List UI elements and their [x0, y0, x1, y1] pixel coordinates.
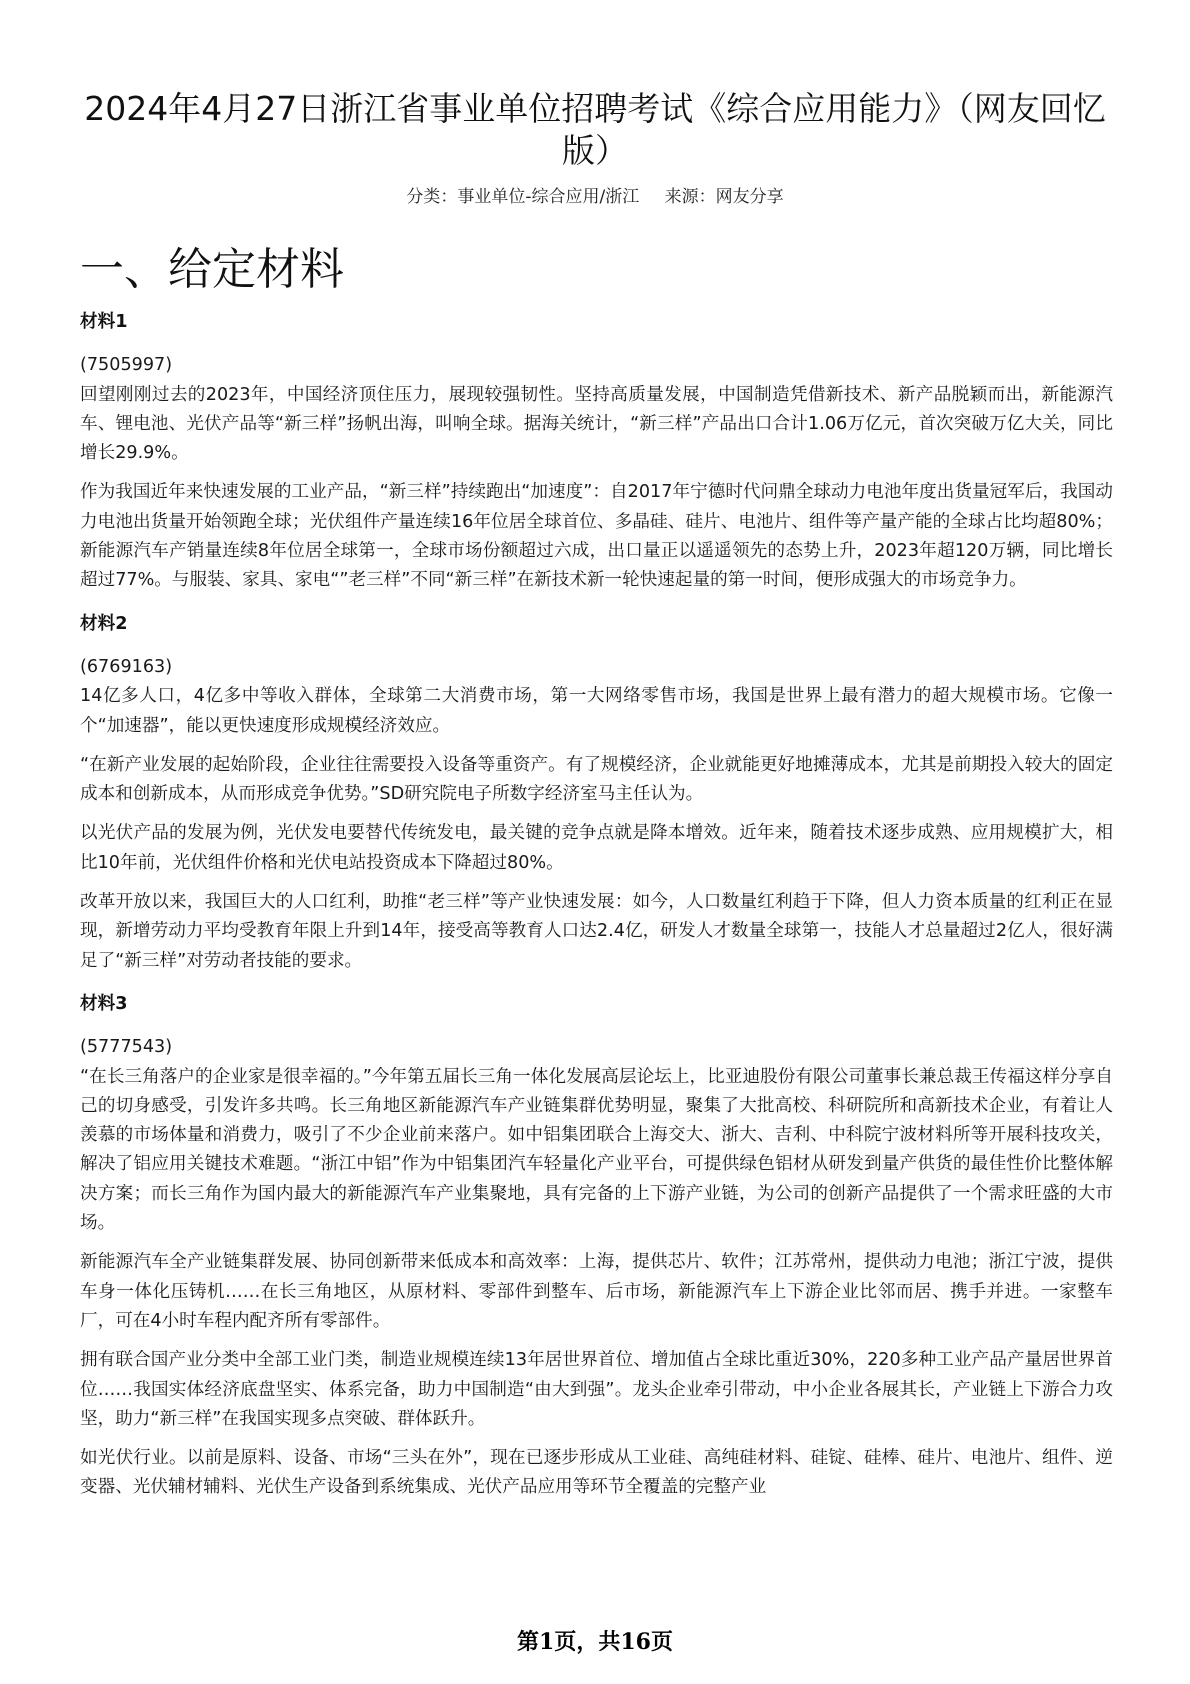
material-paragraph: 14亿多人口，4亿多中等收入群体，全球第二大消费市场，第一大网络零售市场，我国是世界上最有潜力的超大规模市场。它像一个“加速器”，能以更快速度形成规模经济效应。 [80, 686, 1113, 736]
material-paragraph: 拥有联合国产业分类中全部工业门类，制造业规模连续13年居世界首位、增加值占全球比重近30%，220多种工业产品产量居世界首位……我国实体经济底盘坚实、体系完备，助力中国制造“由大到强”。龙头企业牵引带动，中小企业各展其长，产业链上下游合力攻坚，助力“新三样”在我国实现多点突破、群体跃升。 [80, 1350, 1113, 1429]
material-1 [80, 308, 1113, 596]
material-3 [80, 990, 1113, 1503]
material-label: 材料1 [80, 312, 128, 332]
material-paragraph: 以光伏产品的发展为例，光伏发电要替代传统发电，最关键的竞争点就是降本增效。近年来，随着技术逐步成熟、应用规模扩大，相比10年前，光伏组件价格和光伏电站投资成本下降超过80%。 [80, 823, 1113, 873]
material-paragraph: 如光伏行业。以前是原料、设备、市场“三头在外”，现在已逐步形成从工业硅、高纯硅材料、硅锭、硅棒、硅片、电池片、组件、逆变器、光伏辅材辅料、光伏生产设备到系统集成、光伏产品应用等环节全覆盖的完整产业 [80, 1448, 1113, 1498]
material-label: 材料2 [80, 613, 128, 634]
material-id: (6769163) [80, 656, 173, 677]
material-2 [80, 610, 1113, 976]
document-meta [80, 186, 1110, 208]
materials-content [80, 308, 1113, 1503]
material-paragraph: 新能源汽车全产业链集群发展、协同创新带来低成本和高效率：上海，提供芯片、软件；江苏常州，提供动力电池；浙江宁波，提供车身一体化压铸机……在长三角地区，从原材料、零部件到整车、后市场，新能源汽车上下游企业比邻而居、携手并进。一家整车厂，可在4小时车程内配齐所有零部件。 [80, 1252, 1113, 1331]
material-paragraph: 改革开放以来，我国巨大的人口红利，助推“老三样”等产业快速发展：如今，人口数量红利趋于下降，但人力资本质量的红利正在显现，新增劳动力平均受教育年限上升到14年，接受高等教育人口达2.4亿，研发人才数量全球第一，技能人才总量超过2亿人，很好满足了“新三样”对劳动者技能的要求。 [80, 892, 1113, 971]
material-label: 材料3 [80, 993, 128, 1014]
category-label: 分类：事业单位-综合应用/浙江 [406, 187, 640, 207]
material-id: (5777543) [80, 1037, 173, 1058]
document-title: 2024年4月27日浙江省事业单位招聘考试《综合应用能力》（网友回忆版） [84, 89, 1106, 170]
material-paragraph: “在新产业发展的起始阶段，企业往往需要投入设备等重资产。有了规模经济，企业就能更好地摊薄成本，尤其是前期投入较大的固定成本和创新成本，从而形成竞争优势。”SD研究院电子所数字经济室马主任认为。 [80, 754, 1113, 805]
material-id: (7505997) [80, 355, 173, 376]
material-paragraph: 回望刚刚过去的2023年，中国经济顶住压力，展现较强韧性。坚持高质量发展，中国制造凭借新技术、新产品脱颖而出，新能源汽车、锂电池、光伏产品等“新三样”扬帆出海，叫响全球。据海关统计，“新三样”产品出口合计1.06万亿元，首次突破万亿大关，同比增长29.9%。 [80, 384, 1113, 464]
source-label: 来源：网友分享 [664, 187, 784, 207]
section-heading: 一、给定材料 [80, 244, 344, 295]
page-footer: 第1页，共16页 [517, 1629, 673, 1655]
material-paragraph: 作为我国近年来快速发展的工业产品，“新三样”持续跑出“加速度”：自2017年宁德时代问鼎全球动力电池年度出货量冠军后，我国动力电池出货量开始领跑全球；光伏组件产量连续16年位居全球首位、多晶硅、硅片、电池片、组件等产量产能的全球占比均超80%；新能源汽车产销量连续8年位居全球第一，全球市场份额超过六成，出口量正以遥遥领先的态势上升，2023年超120万辆，同比增长超过77%。与服装、家具、家电“”老三样”不同“新三样”在新技术新一轮快速起量的第一时间，便形成强大的市场竞争力。 [80, 482, 1113, 591]
material-paragraph: “在长三角落户的企业家是很幸福的。”今年第五届长三角一体化发展高层论坛上，比亚迪股份有限公司董事长兼总裁王传福这样分享自己的切身感受，引发许多共鸣。长三角地区新能源汽车产业链集群优势明显，聚集了大批高校、科研院所和高新技术企业，有着让人羡慕的市场体量和消费力，吸引了不少企业前来落户。如中铝集团联合上海交大、浙大、吉利、中科院宁波材料所等开展科技攻关，解决了铝应用关键技术难题。“浙江中铝”作为中铝集团汽车轻量化产业平台，可提供绿色铝材从研发到量产供货的最佳性价比整体解决方案；而长三角作为国内最大的新能源汽车产业集聚地，具有完备的上下游产业链，为公司的创新产品提供了一个需求旺盛的大市场。 [80, 1066, 1113, 1234]
